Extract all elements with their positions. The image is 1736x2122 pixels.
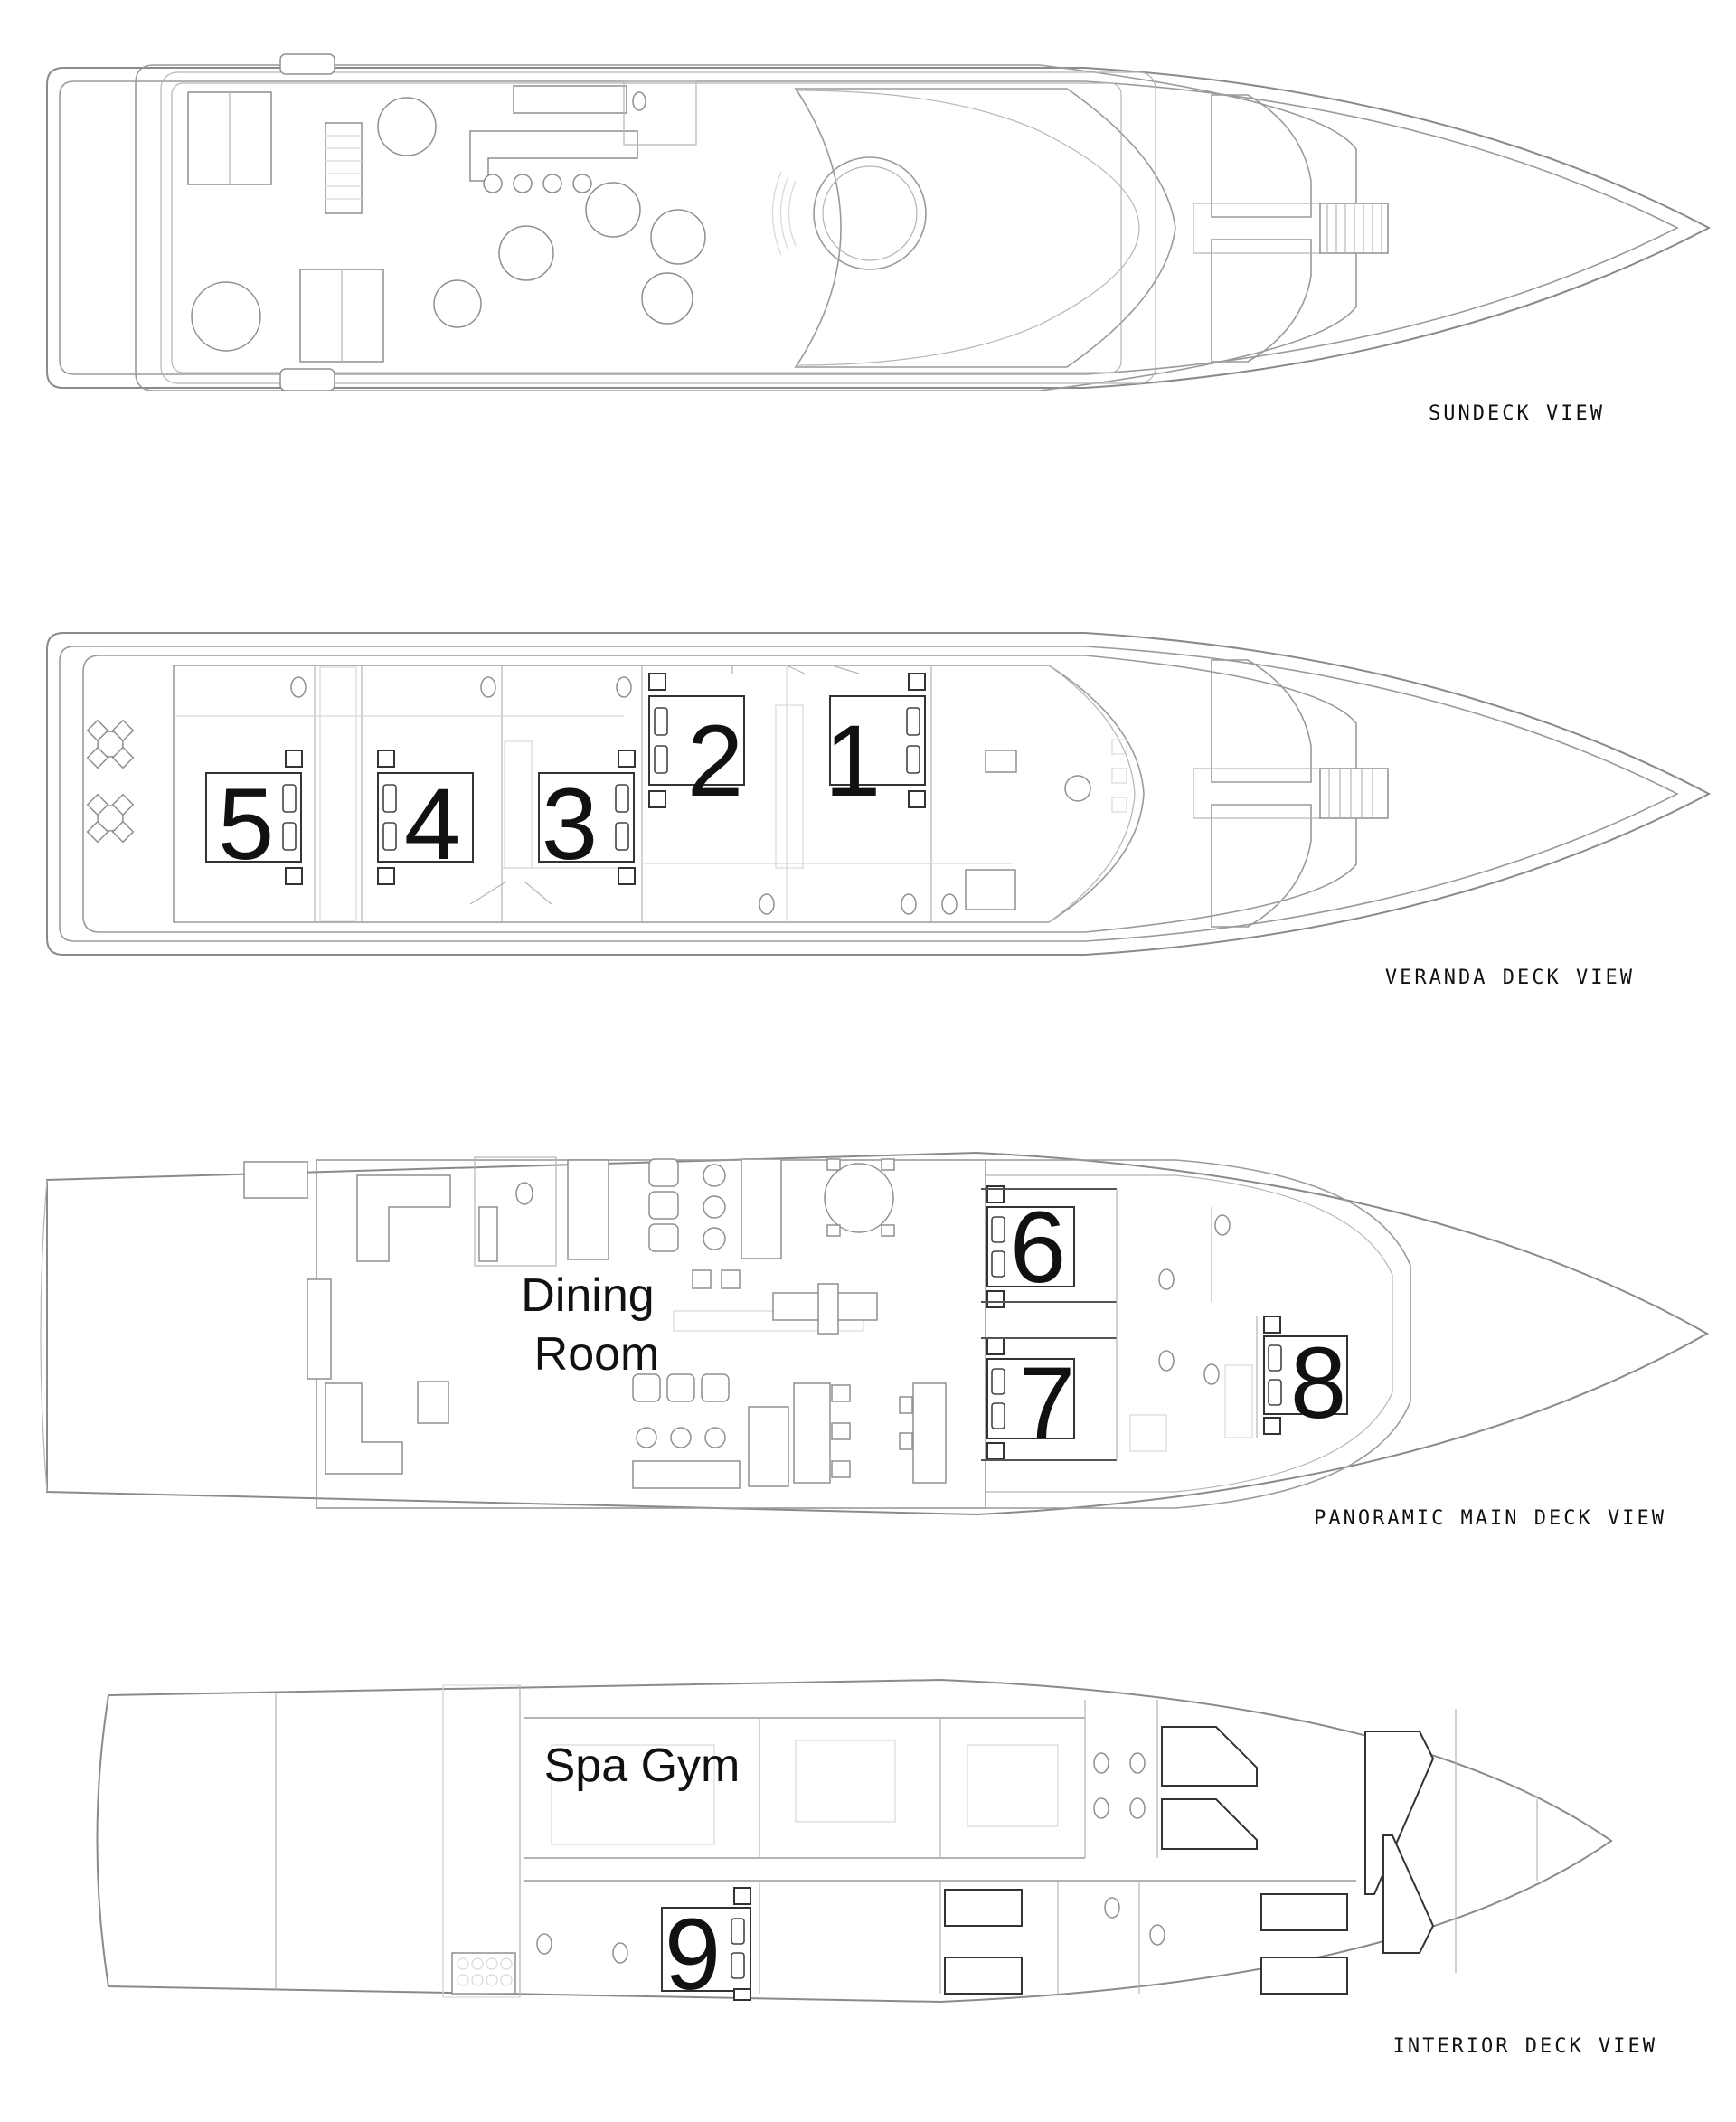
dining-room-label-line2: Room xyxy=(533,1328,660,1381)
sundeck-plan xyxy=(47,54,1709,391)
interior-deck-plan xyxy=(98,1680,1612,2002)
veranda-deck-title: VERANDA DECK VIEW xyxy=(1384,967,1635,989)
cabin-number-6: 6 xyxy=(1009,1191,1067,1304)
cabin-number-3: 3 xyxy=(541,768,599,881)
interior-deck-title: INTERIOR DECK VIEW xyxy=(1392,2035,1657,2058)
dining-room-label-line1: Dining xyxy=(521,1269,655,1322)
cabin-number-7: 7 xyxy=(1018,1346,1076,1459)
cabin-number-4: 4 xyxy=(403,768,461,881)
main-deck-title: PANORAMIC MAIN DECK VIEW xyxy=(1314,1507,1666,1530)
sundeck-hull xyxy=(47,68,1709,388)
sundeck-title: SUNDECK VIEW xyxy=(1429,402,1605,425)
spa-gym-label: Spa Gym xyxy=(543,1740,741,1792)
cabin-number-2: 2 xyxy=(686,704,744,817)
cabin-number-1: 1 xyxy=(824,704,882,817)
cabin-number-8: 8 xyxy=(1289,1326,1347,1439)
main-deck-plan xyxy=(41,1153,1707,1514)
cabin-number-5: 5 xyxy=(217,768,275,881)
cabin-number-9: 9 xyxy=(664,1898,722,2011)
